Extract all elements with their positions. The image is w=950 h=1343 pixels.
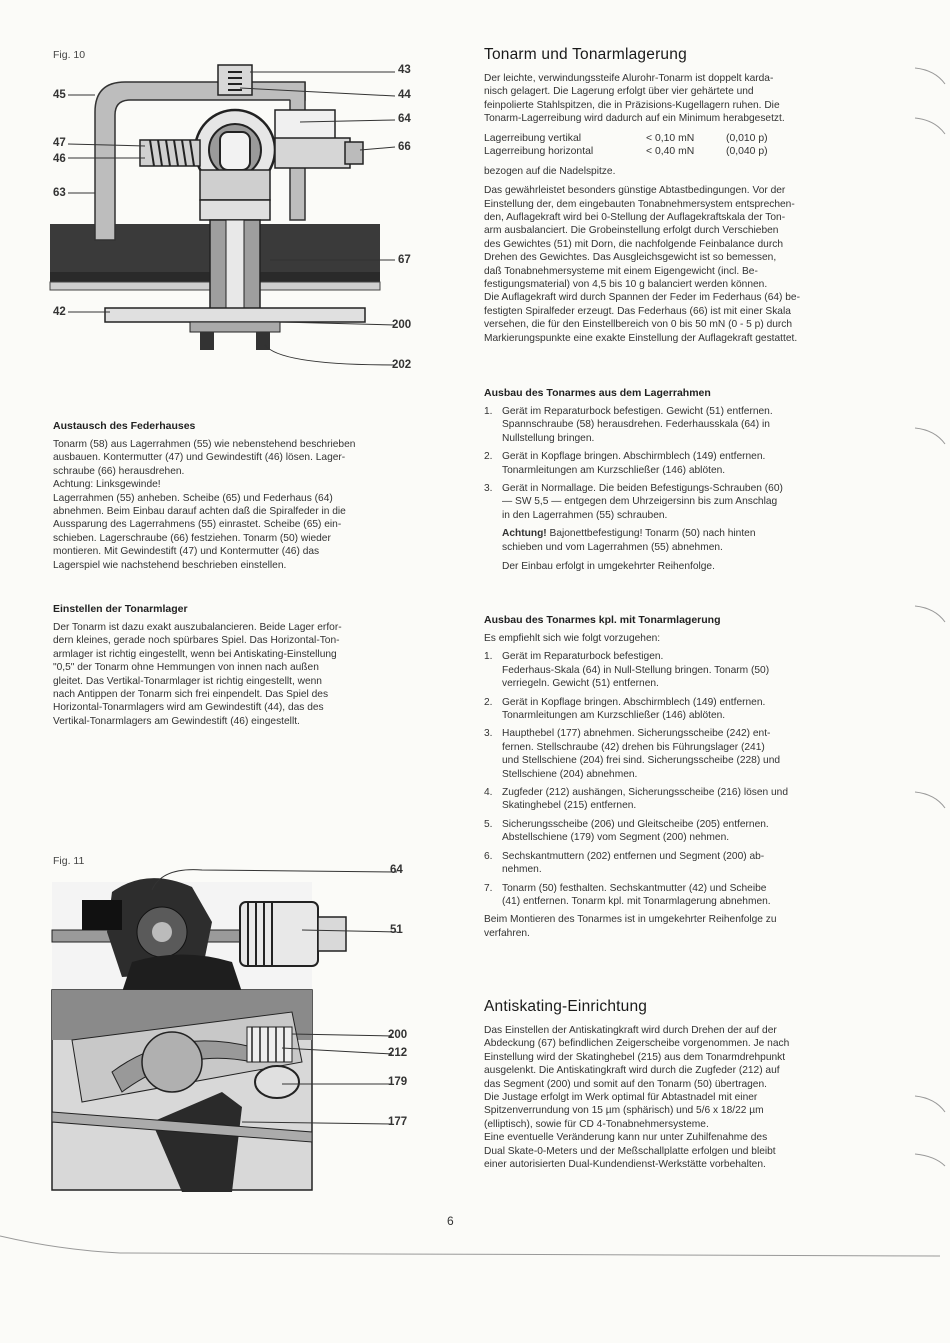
text-line: Lagerrahmen (55) anheben. Scheibe (65) und Federhaus (64) bbox=[53, 492, 333, 504]
list-item: 6. Sechskantmuttern (202) entfernen und Segment (200) ab- nehmen. bbox=[484, 850, 765, 876]
text-line: Die Auflagekraft wird durch Spannen der Feder im Federhaus (64) be- bbox=[484, 292, 800, 304]
list-item: 1. Gerät im Reparaturbock befestigen. Gewicht (51) entfernen. Spannschraube (58) herausdrehen. Federhausskala (64) in Nullstellung bringen. bbox=[484, 406, 773, 444]
text-line: feinpolierte Stahlspitzen, die in Präzisions-Kugellagern ruhen. Die bbox=[484, 99, 780, 111]
text-line: Abdeckung (67) befindlichen Zeigerscheibe vorgenommen. Je nach bbox=[484, 1038, 790, 1050]
text-line: Lagerspiel wie nachstehend beschrieben einstellen. bbox=[53, 559, 287, 571]
fig10-callout-63: 63 bbox=[53, 187, 66, 199]
friction-alt: (0,040 p) bbox=[726, 146, 768, 158]
text-line: dern kleines, gerade noch spürbares Spiel. Das Horizontal-Ton- bbox=[53, 635, 340, 647]
list-item: 1. Gerät im Reparaturbock befestigen. Federhaus-Skala (64) in Null-Stellung bringen. Tonarm (50) verriegeln. Gewicht (51) entfernen. bbox=[484, 651, 770, 690]
fig10-callout-45: 45 bbox=[53, 89, 66, 101]
text-line: armlager ist richtig eingestellt, wenn bei Antiskating-Einstellung bbox=[53, 648, 337, 660]
fig11-callout-179: 179 bbox=[388, 1076, 408, 1088]
fig10-callout-47: 47 bbox=[53, 137, 66, 149]
text-line: schraube (66) herausdrehen. bbox=[53, 465, 185, 477]
text-line: des Gewichtes (51) mit Dorn, die nachfolgende Feinbalance durch bbox=[484, 238, 783, 250]
antiskating-title: Antiskating-Einrichtung bbox=[484, 998, 648, 1015]
text-line: Tonarm-Lagerreibung wird dadurch auf ein Minimum herabgesetzt. bbox=[484, 113, 785, 125]
fig10-callout-202: 202 bbox=[392, 359, 412, 371]
text-line: Dual Skate-0-Meters und der Meßschallplatte erfolgen und bleibt bbox=[484, 1145, 776, 1157]
text-line: ausbauen. Kontermutter (47) und Gewindestift (46) lösen. Lager- bbox=[53, 452, 346, 464]
fig10-callout-66: 66 bbox=[398, 141, 411, 153]
text-line: Aussparung des Lagerrahmens (55) einrastet. Scheibe (65) ein- bbox=[53, 519, 342, 531]
text-line: arm ausbalanciert. Die Grobeinstellung erfolgt durch Verschieben bbox=[484, 225, 779, 237]
friction-value: < 0,40 mN bbox=[646, 146, 695, 158]
fig11-callout-177: 177 bbox=[388, 1116, 408, 1128]
text-line: Vertikal-Tonarmlagers am Gewindestift (46) eingestellt. bbox=[53, 715, 300, 727]
text-line: (elliptisch), sowie für CD 4-Tonabnehmersysteme. bbox=[484, 1118, 709, 1130]
list-item: 5. Sicherungsscheibe (206) und Gleitscheibe (205) entfernen. Abstellschiene (179) vom Segment (200) nehmen. bbox=[484, 818, 769, 844]
list-item: 3. Haupthebel (177) abnehmen. Sicherungsscheibe (242) ent- fernen. Stellschraube (42) drehen bis Führungslager (241) und Stellschiene (204) frei sind. Sicherungsscheibe (228) und Stellschiene (204) abnehmen. bbox=[484, 728, 781, 780]
list-item: 4. Zugfeder (212) aushängen, Sicherungsscheibe (216) lösen und Skatinghebel (215) entfernen. bbox=[484, 787, 789, 812]
text-line: gleitet. Das Vertikal-Tonarmlager ist richtig eingestellt, wenn bbox=[53, 675, 322, 687]
fig10-callout-46: 46 bbox=[53, 153, 66, 165]
text-line: abnehmen. Beim Einbau darauf achten daß die Spiralfeder in die bbox=[53, 506, 346, 518]
text-line: Tonarm (58) aus Lagerrahmen (55) wie nebenstehend beschrieben bbox=[53, 439, 356, 450]
text-line: Der Tonarm ist dazu exakt auszubalancieren. Beide Lager erfor- bbox=[53, 622, 342, 633]
text-line: Einstellung wird der Skatinghebel (215) aus dem Tonarmdrehpunkt bbox=[484, 1051, 786, 1063]
list-item: 2. Gerät in Kopflage bringen. Abschirmblech (149) entfernen. Tonarmleitungen am Kurzschließer (146) ablöten. bbox=[484, 451, 766, 476]
text-line: Einstellung der, dem eingebauten Tonabnehmersystem entsprechen- bbox=[484, 198, 795, 210]
text-line: Achtung: Linksgewinde! bbox=[53, 479, 161, 491]
fig11-callout-200: 200 bbox=[388, 1029, 408, 1041]
text-line: das Segment (200) und somit auf den Tonarm (50) übertragen. bbox=[484, 1078, 767, 1090]
text-line: festigten Spiralfeder erzeugt. Das Federhaus (66) ist mit einer Skala bbox=[484, 305, 791, 317]
text-line: Spitzenverrundung von 15 µm (sphärisch) und 5/6 x 18/22 µm bbox=[484, 1105, 764, 1117]
text-line: Eine eventuelle Veränderung kann nur unter Zuhilfenahme des bbox=[484, 1132, 768, 1144]
text-line: Die Justage erfolgt im Werk optimal für Abtastnadel mit einer bbox=[484, 1092, 758, 1104]
text-line: Markierungspunkte eine exakte Einstellung der Auflagekraft gestattet. bbox=[484, 332, 798, 344]
text-line: versehen, die für den Einstellbereich von 0 bis 50 mN (0 - 5 p) durch bbox=[484, 319, 793, 331]
friction-value: < 0,10 mN bbox=[646, 132, 695, 144]
bezogen-text: bezogen auf die Nadelspitze. bbox=[484, 165, 616, 177]
ausbau1-title: Ausbau des Tonarmes aus dem Lagerrahmen bbox=[484, 387, 711, 399]
text-line: "0,5" der Tonarm ohne Hemmungen von innen nach außen bbox=[53, 662, 319, 674]
fig10-callout-200: 200 bbox=[392, 319, 412, 331]
achtung-note: Achtung! Bajonettbefestigung! Tonarm (50) nach hinten schieben und vom Lagerrahmen (55) abnehmen. bbox=[502, 528, 756, 553]
tonarmlager-title: Einstellen der Tonarmlager bbox=[53, 603, 188, 615]
text-line: nisch gelagert. Die Lagerung erfolgt über vier gehärtete und bbox=[484, 86, 754, 98]
text-line: einer autorisierten Dual-Kundendienst-Werkstätte vorbehalten. bbox=[484, 1159, 766, 1171]
tonarm-title: Tonarm und Tonarmlagerung bbox=[484, 46, 687, 63]
list-item: 7. Tonarm (50) festhalten. Sechskantmutter (42) und Scheibe (41) entfernen. Tonarm kpl. mit Tonarmlagerung abnehmen. bbox=[484, 882, 771, 907]
fig11-callout-64: 64 bbox=[390, 864, 403, 876]
text-line: Drehen des Gewichtes. Das Ausgleichsgewicht ist so bemessen, bbox=[484, 252, 777, 264]
fig10-callout-67: 67 bbox=[398, 254, 411, 266]
text-line: nach Antippen der Tonarm sich frei einpendelt. Das Spiel des bbox=[53, 689, 329, 701]
ausbau2-title: Ausbau des Tonarmes kpl. mit Tonarmlagerung bbox=[484, 614, 721, 626]
fig10-callout-42: 42 bbox=[53, 306, 66, 318]
list-item: 2. Gerät in Kopflage bringen. Abschirmblech (149) entfernen. Tonarmleitungen am Kurzschließer (146) ablöten. bbox=[484, 696, 766, 722]
fig11-callout-212: 212 bbox=[388, 1047, 408, 1059]
friction-label: Lagerreibung horizontal bbox=[484, 146, 594, 158]
federhaus-title: Austausch des Federhauses bbox=[53, 420, 196, 432]
text-line: schieben. Lagerschraube (66) festziehen. Tonarm (50) wieder bbox=[53, 532, 331, 544]
text-line: festigungsmaterial) von 4,5 bis 10 g balanciert werden können. bbox=[484, 279, 768, 291]
text-line: daß Tonabnehmersysteme mit einem Eigengewicht (incl. Be- bbox=[484, 265, 758, 277]
fig11-callout-51: 51 bbox=[390, 924, 403, 936]
fig10-callout-44: 44 bbox=[398, 89, 411, 101]
text-line: ausgelenkt. Die Antiskatingkraft wird durch die Zugfeder (212) auf bbox=[484, 1065, 780, 1077]
achtung-label: Achtung! bbox=[502, 528, 547, 540]
friction-label: Lagerreibung vertikal bbox=[484, 132, 582, 144]
text-line: Das gewährleistet besonders günstige Abtastbedingungen. Vor der bbox=[484, 185, 786, 197]
einbau-note: Der Einbau erfolgt in umgekehrter Reihenfolge. bbox=[502, 561, 715, 573]
text-line: den, Auflagekraft wird bei 0-Stellung der Auflagekraftskala der Ton- bbox=[484, 212, 786, 224]
fig10-callout-43: 43 bbox=[398, 64, 411, 76]
text-line: Das Einstellen der Antiskatingkraft wird durch Drehen der auf der bbox=[484, 1025, 777, 1036]
text-line: montieren. Mit Gewindestift (47) und Kontermutter (46) das bbox=[53, 546, 320, 558]
ausbau2-intro: Es empfiehlt sich wie folgt vorzugehen: bbox=[484, 633, 661, 644]
text-line: Horizontal-Tonarmlagers wird am Gewindestift (44), das des bbox=[53, 702, 324, 714]
page-number: 6 bbox=[447, 1214, 454, 1228]
fig10-callout-64: 64 bbox=[398, 113, 411, 125]
fig10-caption: Fig. 10 bbox=[53, 49, 86, 61]
text-line: Der leichte, verwindungssteife Alurohr-Tonarm ist doppelt karda- bbox=[484, 73, 774, 84]
ausbau2-outro: Beim Montieren des Tonarmes ist in umgekehrter Reihenfolge zu verfahren. bbox=[484, 914, 777, 939]
list-item: 3. Gerät in Normallage. Die beiden Befestigungs-Schrauben (60) — SW 5,5 — entgegen dem Uhrzeigersinn bis zum Anschlag in den Lagerrahmen (55) schrauben. bbox=[484, 483, 783, 521]
friction-alt: (0,010 p) bbox=[726, 132, 768, 144]
fig11-caption: Fig. 11 bbox=[53, 855, 85, 867]
